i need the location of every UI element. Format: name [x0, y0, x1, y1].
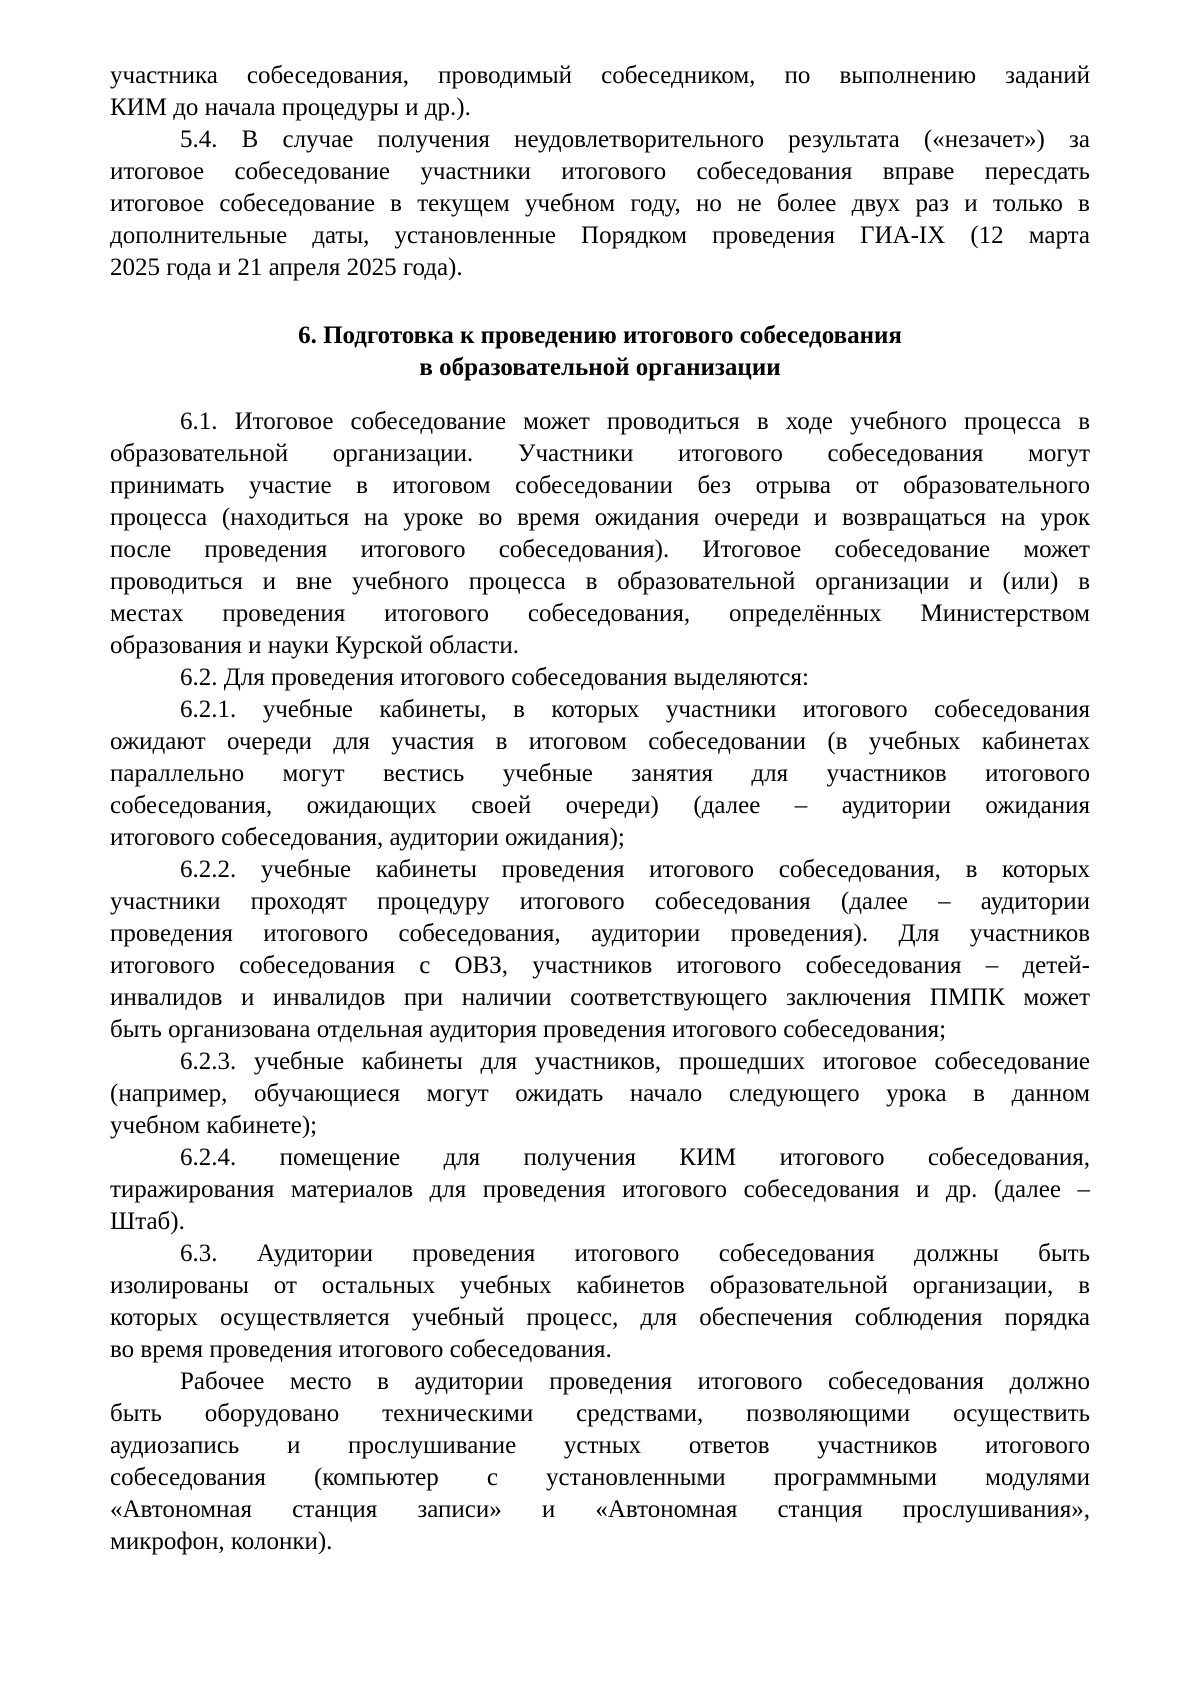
text-line: быть организована отдельная аудитория проведения итогового собеседования; — [110, 1016, 947, 1043]
text-line: во время проведения итогового собеседования. — [110, 1336, 612, 1363]
text-line: ожидают очереди для участия в итоговом собеседовании (в учебных кабинетах — [110, 728, 1090, 755]
text-line: КИМ до начала процедуры и др.). — [110, 94, 471, 121]
text-line: (например, обучающиеся могут ожидать начало следующего урока в данном — [110, 1080, 1090, 1107]
para-6-2-1 — [110, 694, 1090, 854]
text-line: 6.2.2. учебные кабинеты проведения итогового собеседования, в которых — [180, 856, 1090, 883]
para-6-1 — [110, 406, 1090, 662]
text-line: 6.2.4. помещение для получения КИМ итогового собеседования, — [180, 1144, 1090, 1171]
text-line: 6.1. Итоговое собеседование может проводиться в ходе учебного процесса в — [180, 408, 1090, 435]
text-line: собеседования, ожидающих своей очереди) (далее – аудитории ожидания — [110, 792, 1090, 819]
text-line: 5.4. В случае получения неудовлетворительного результата («незачет») за — [180, 126, 1090, 153]
text-line: образования и науки Курской области. — [110, 632, 519, 659]
para-5-4 — [110, 124, 1090, 284]
text-line: проведения итогового собеседования, аудитории проведения). Для участников — [110, 920, 1090, 947]
text-line: быть оборудовано техническими средствами, позволяющими осуществить — [110, 1400, 1090, 1427]
text-line: образовательной организации. Участники итогового собеседования могут — [110, 440, 1090, 467]
text-line: местах проведения итогового собеседования, определённых Министерством — [110, 600, 1090, 627]
text-line: участника собеседования, проводимый собеседником, по выполнению заданий — [110, 62, 1090, 89]
text-line: инвалидов и инвалидов при наличии соответствующего заключения ПМПК может — [110, 984, 1090, 1011]
para-6-3-workplace — [110, 1366, 1090, 1558]
text-line: итоговое собеседование участники итогового собеседования вправе пересдать — [110, 158, 1090, 185]
para-6-2-3 — [110, 1046, 1090, 1142]
para-5-3-end — [110, 60, 1090, 124]
text-line: процесса (находиться на уроке во время ожидания очереди и возвращаться на урок — [110, 504, 1090, 531]
text-line: 2025 года и 21 апреля 2025 года). — [110, 254, 463, 281]
text-line: собеседования (компьютер с установленными программными модулями — [110, 1464, 1090, 1491]
text-line: изолированы от остальных учебных кабинетов образовательной организации, в — [110, 1272, 1090, 1299]
text-line: 6.2.1. учебные кабинеты, в которых участники итогового собеседования — [180, 696, 1090, 723]
text-line: после проведения итогового собеседования). Итоговое собеседование может — [110, 536, 1090, 563]
heading-line: в образовательной организации — [419, 354, 781, 381]
para-6-2-4 — [110, 1142, 1090, 1238]
heading-line: 6. Подготовка к проведению итогового собеседования — [298, 322, 902, 349]
text-line: Штаб). — [110, 1208, 185, 1235]
text-line: тиражирования материалов для проведения итогового собеседования и др. (далее – — [110, 1176, 1090, 1203]
text-line: параллельно могут вестись учебные занятия для участников итогового — [110, 760, 1090, 787]
text-line: которых осуществляется учебный процесс, для обеспечения соблюдения порядка — [110, 1304, 1090, 1331]
text-line: 6.2.3. учебные кабинеты для участников, прошедших итоговое собеседование — [180, 1048, 1090, 1075]
text-line: итогового собеседования с ОВЗ, участников итогового собеседования – детей- — [110, 952, 1090, 979]
text-line: 6.3. Аудитории проведения итогового собеседования должны быть — [180, 1240, 1090, 1267]
text-line: «Автономная станция записи» и «Автономная станция прослушивания», — [110, 1496, 1090, 1523]
document-body — [110, 60, 1090, 1558]
para-6-2-2 — [110, 854, 1090, 1046]
text-line: учебном кабинете); — [110, 1112, 318, 1139]
text-line: Рабочее место в аудитории проведения итогового собеседования должно — [180, 1368, 1090, 1395]
text-line: аудиозапись и прослушивание устных ответов участников итогового — [110, 1432, 1090, 1459]
text-line: принимать участие в итоговом собеседовании без отрыва от образовательного — [110, 472, 1090, 499]
text-line: микрофон, колонки). — [110, 1528, 333, 1555]
text-line: дополнительные даты, установленные Порядком проведения ГИА-IX (12 марта — [110, 222, 1090, 249]
text-line: проводиться и вне учебного процесса в образовательной организации и (или) в — [110, 568, 1090, 595]
section-6-heading — [110, 320, 1090, 384]
para-6-3 — [110, 1238, 1090, 1366]
text-line: итогового собеседования, аудитории ожидания); — [110, 824, 625, 851]
text-line: 6.2. Для проведения итогового собеседования выделяются: — [180, 664, 809, 691]
para-6-2 — [110, 662, 1090, 694]
text-line: итоговое собеседование в текущем учебном году, но не более двух раз и только в — [110, 190, 1090, 217]
text-line: участники проходят процедуру итогового собеседования (далее – аудитории — [110, 888, 1090, 915]
